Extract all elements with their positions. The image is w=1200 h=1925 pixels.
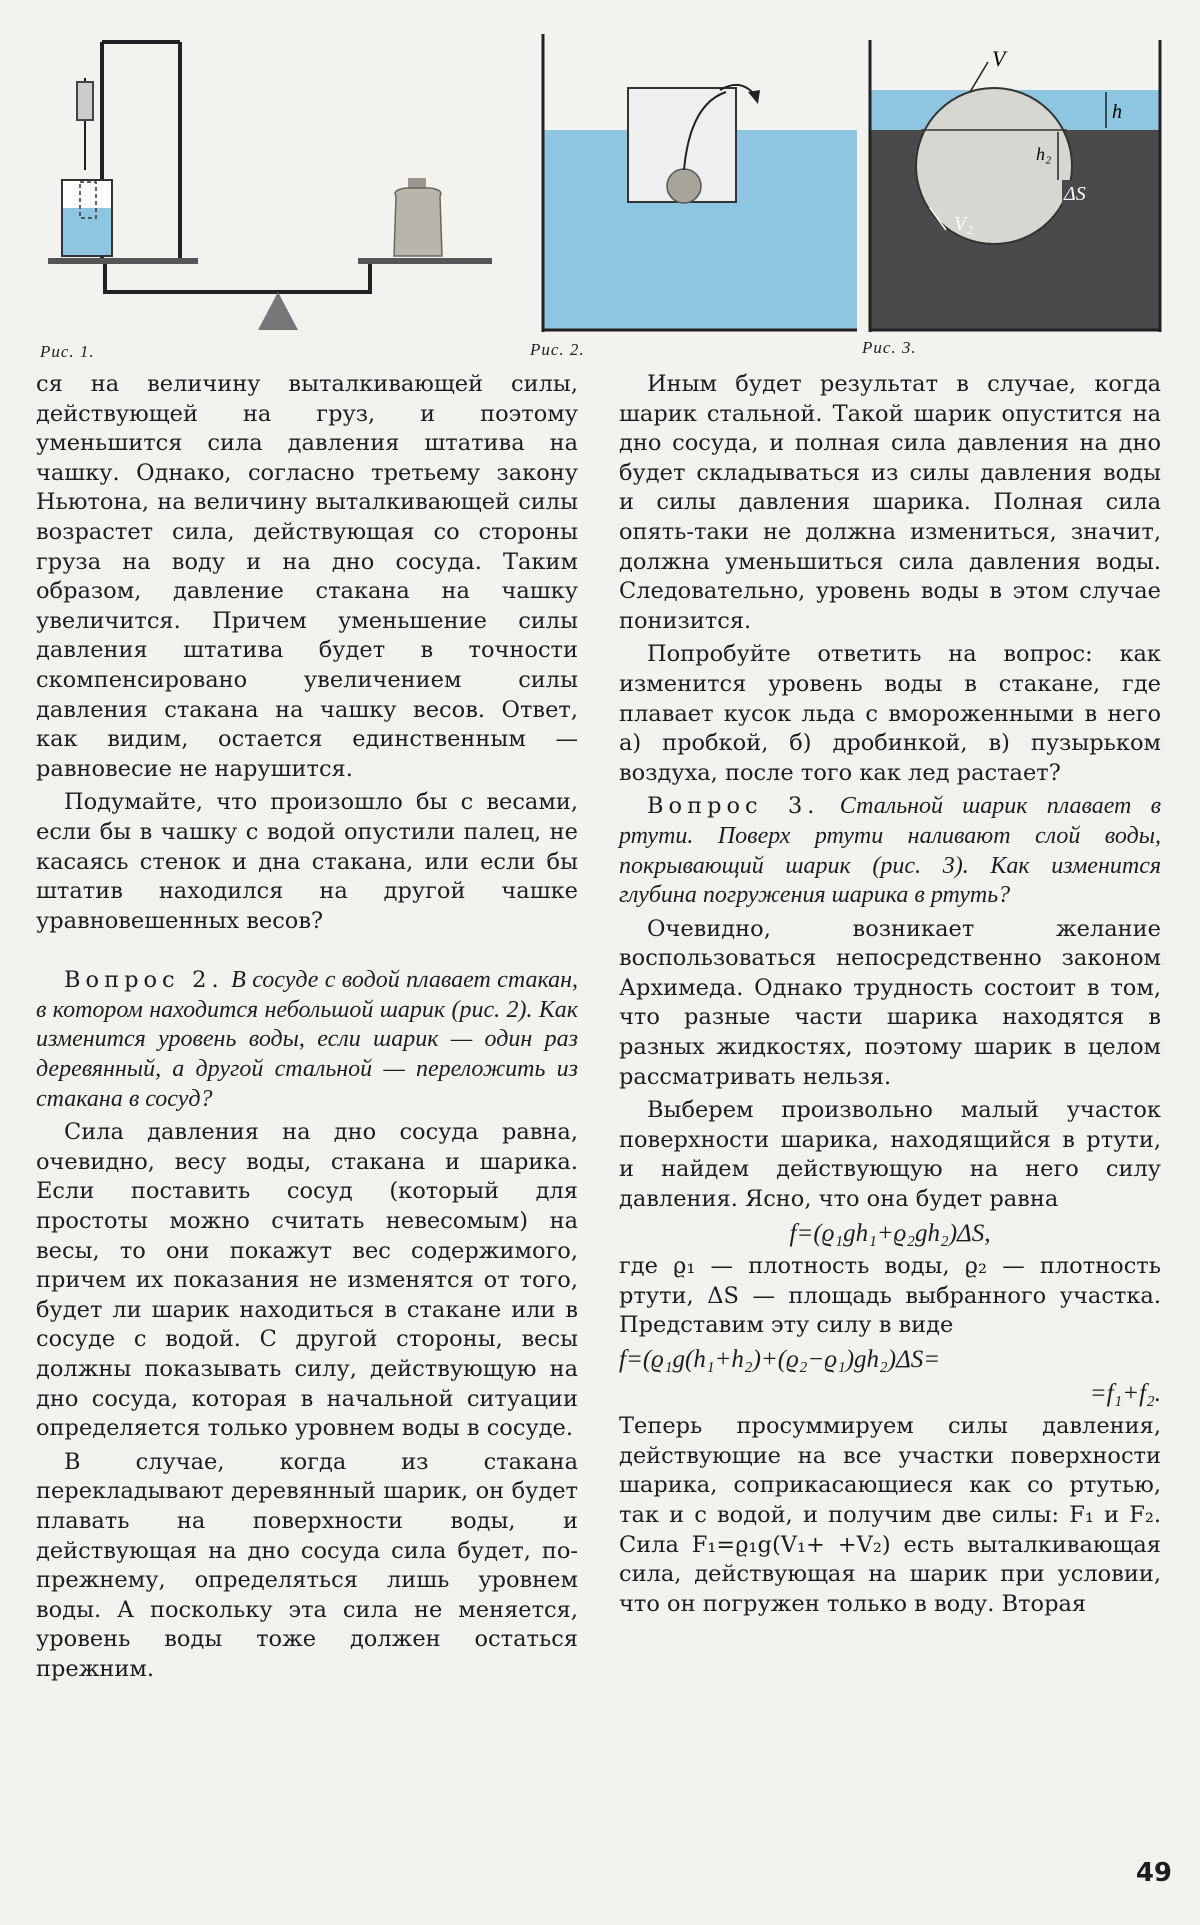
page-number: 49 xyxy=(1135,1858,1172,1888)
label-h: h xyxy=(1112,101,1122,123)
paragraph: Теперь просуммируем силы давления, действующие на все участки поверхности шарика, соприкасающиеся как со ртутью, так и с водой, и получим две силы: F₁ и F₂. Сила F₁=ϱ₁g(V₁+ +V₂) есть выталкивающая сила, действующая на шарик при условии, что он погружен только в воду. Вторая xyxy=(619,1413,1161,1617)
paragraph: где ϱ₁ — плотность воды, ϱ₂ — плотность ртути, ΔS — площадь выбранного участка. Представим эту силу в виде xyxy=(619,1253,1161,1339)
figure-1-balance xyxy=(40,30,530,340)
paragraph: Сила давления на дно сосуда равна, очевидно, весу воды, стакана и шарика. Если поставить сосуд (который для простоты можно считать невесомым) на весы, то они покажут вес содержимого, причем их показания не изменятся от того, будет ли шарик находиться в стакане или в сосуде с водой. С другой стороны, весы должны показывать силу, действующую на дно сосуда, которая в начальной ситуации определяется только уровнем воды в сосуде. xyxy=(36,1119,578,1442)
right-column xyxy=(619,370,1161,1623)
figure-2-vessel xyxy=(540,34,870,334)
label-v: V xyxy=(992,46,1006,71)
formula-2: f=(ϱ₁g(h₁+h₂)+(ϱ₂−ϱ₁)gh₂)ΔS= xyxy=(619,1346,941,1373)
question-label: Вопрос 3. xyxy=(647,793,820,820)
paragraph: ся на величину выталкивающей силы, действующей на груз, и поэтому уменьшится сила давления штатива на чашку. Однако, согласно третьему закону Ньютона, на величину выталкивающей силы возрастет сила, действующая со стороны груза на воду и на дно сосуда. Таким образом, давление стакана на чашку увеличится. Причем уменьшение силы давления штатива будет в точности скомпенсировано увеличением силы давления стакана на чашку весов. Ответ, как видим, остается единственным — равновесие не нарушится. xyxy=(36,371,578,782)
question-text: Стальной шарик плавает в ртути. Поверх ртути наливают слой воды, покрывающий шарик (рис. 3). Как изменится глубина погружения шарика в ртуть? xyxy=(619,793,1161,909)
formula-2-result: =f₁+f₂. xyxy=(1089,1379,1161,1407)
paragraph: Подумайте, что произошло бы с весами, если бы в чашку с водой опустили палец, не касаясь стенок и дна стакана, или если бы штатив находился на другой чашке уравновешенных весов? xyxy=(36,789,578,934)
ball xyxy=(667,169,701,203)
figure-1-caption: Рис. 1. xyxy=(40,342,95,361)
figure-2-caption: Рис. 2. xyxy=(530,340,585,359)
question-3 xyxy=(619,792,1161,910)
figure-3-caption: Рис. 3. xyxy=(862,338,917,357)
question-text: В сосуде с водой плавает стакан, в котором находится небольшой шарик (рис. 2). Как изменится уровень воды, если шарик — один раз деревянный, а другой стальной — переложить из стакана в сосуд? xyxy=(36,967,578,1112)
arrow-head-icon xyxy=(748,90,760,104)
fulcrum xyxy=(258,292,298,330)
paragraph: Очевидно, возникает желание воспользоваться непосредственно законом Архимеда. Однако трудность состоит в том, что разные части шарика находятся в разных жидкостях, поэтому шарик в целом рассматривать нельзя. xyxy=(619,915,1161,1090)
paragraph: Иным будет результат в случае, когда шарик стальной. Такой шарик опустится на дно сосуда, и полная сила давления на дно будет складываться из силы давления воды и силы давления шарика. Полная сила опять-таки не должна измениться, значит, должна уменьшиться сила давления воды. Следовательно, уровень воды в этом случае понизится. xyxy=(619,371,1161,634)
question-label: Вопрос 2. xyxy=(64,967,224,994)
label-h2: h₂ xyxy=(1036,144,1052,164)
counterweight xyxy=(394,188,442,256)
paragraph: Попробуйте ответить на вопрос: как изменится уровень воды в стакане, где плавает кусок льда с вмороженными в него а) пробкой, б) дробинкой, в) пузырьком воздуха, после того как лед растает? xyxy=(619,641,1161,786)
paragraph: Выберем произвольно малый участок поверхности шарика, находящийся в ртути, и найдем действующую на него силу давления. Ясно, что она будет равна xyxy=(619,1097,1161,1213)
left-pan xyxy=(48,258,198,264)
figure-3-ball-mercury xyxy=(866,40,1166,336)
formula-1: f=(ϱ₁gh₁+ϱ₂gh₂)ΔS, xyxy=(789,1219,991,1247)
glass-water xyxy=(63,208,111,255)
paragraph: В случае, когда из стакана перекладывают деревянный шарик, он будет плавать на поверхности воды, и действующая на дно сосуда сила будет, по-прежнему, определяться лишь уровнем воды. А поскольку эта сила не меняется, уровень воды тоже должен остаться прежним. xyxy=(36,1448,578,1682)
hanging-weight xyxy=(77,82,93,120)
left-column xyxy=(36,370,578,1689)
balance-beam xyxy=(105,264,370,292)
label-v2: V₂ xyxy=(954,213,974,235)
question-2 xyxy=(36,966,578,1114)
label-ds: ΔS xyxy=(1064,183,1086,205)
right-pan xyxy=(358,258,492,264)
